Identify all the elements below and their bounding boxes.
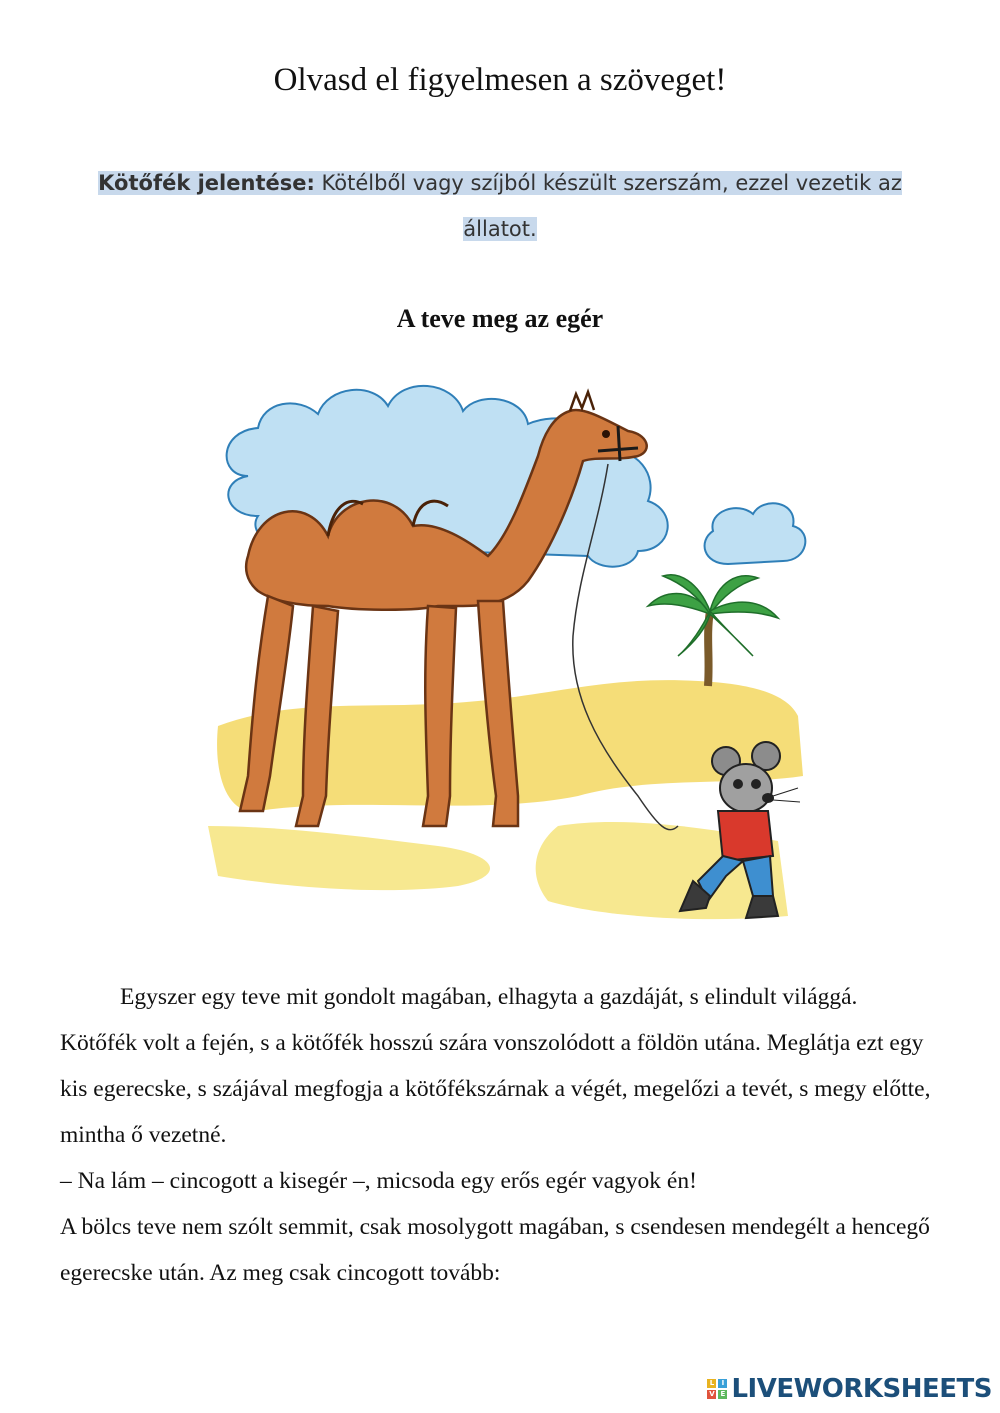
story-paragraph-2: – Na lám – cincogott a kisegér –, micsoda egy erős egér vagyok én! [60, 1168, 697, 1194]
palm-tree [648, 575, 778, 686]
definition-box [80, 160, 920, 252]
logo-letter-l: L [707, 1379, 716, 1388]
logo-letter-e: E [718, 1390, 727, 1399]
story-text [60, 974, 940, 1296]
story-title: A teve meg az egér [396, 304, 604, 333]
story-paragraph-3: A bölcs teve nem szólt semmit, csak mosolygott magában, s csendesen mendegélt a hencegő egerecske után. Az meg csak cincogott tovább: [60, 1214, 930, 1286]
logo-text: LIVEWORKSHEETS [731, 1374, 992, 1404]
definition-text-line2: állatot. [463, 217, 537, 241]
logo-mark [707, 1379, 727, 1399]
camel-mouse-illustration [178, 356, 818, 926]
logo-letter-v: V [709, 1390, 715, 1398]
liveworksheets-logo [707, 1371, 992, 1407]
logo-letter-i: I [718, 1379, 727, 1388]
cloud-small [705, 503, 806, 564]
definition-term: Kötőfék jelentése: [98, 171, 315, 195]
story-paragraph-1: Egyszer egy teve mit gondolt magában, elhagyta a gazdáját, s elindult világgá. Kötőfék volt a fején, s a kötőfék hosszú szára vonszolódott a földön utána. Meglátja ezt egy kis egerecske, s szájával megfogja a kötőfékszárnak a végét, megelőzi a tevét, s megy előtte, mintha ő vezetné. [60, 984, 931, 1148]
page-title: Olvasd el figyelmesen a szöveget! [273, 62, 727, 98]
definition-text-line1: Kötélből vagy szíjból készült szerszám, ezzel vezetik az [314, 171, 902, 195]
